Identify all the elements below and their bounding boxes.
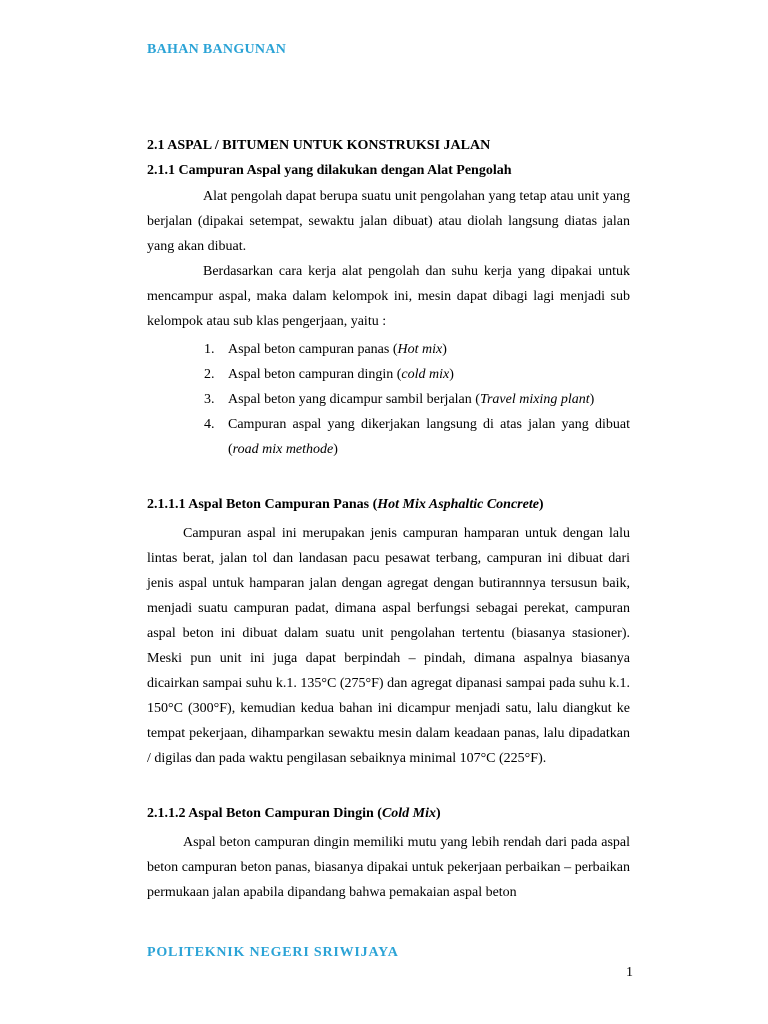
paragraph-2: Berdasarkan cara kerja alat pengolah dan suhu kerja yang dipakai untuk mencampur aspal, maka dalam kelompok ini, mesin dapat dibagi lagi menjadi sub kelompok atau sub klas pengerjaan, yaitu : [147, 264, 630, 329]
page-content [147, 136, 630, 905]
paragraph-hot-mix: Campuran aspal ini merupakan jenis campuran hamparan untuk dengan lalu lintas berat, jalan tol dan landasan pacu pesawat terbang, campuran ini dibuat dari jenis aspal untuk hamparan jalan dengan agregat dengan butirannnya tersusun baik, menjadi suatu campuran padat, dimana aspal berfungsi sebagai perekat, campuran aspal beton ini dibuat dalam suatu unit pengolahan tertentu (biasanya stasioner). Meski pun unit ini juga dapat berpindah – pindah, dimana aspalnya biasanya dicairkan sampai suhu k.1. 135°C (275°F) dan agregat dipanasi sampai pada suhu k.1. 150°C (300°F), kemudian kedua bahan ini dicampur menjadi satu, lalu diangkut ke tempat pekerjaan, dihamparkan sewaktu mesin dalam keadaan panas, lalu dipadatkan / digilas dan pada waktu pengilasan sebaiknya minimal 107°C (225°F). [147, 526, 630, 766]
list-item: 2. Aspal beton campuran dingin (cold mix) [204, 367, 454, 382]
page-number: 1 [626, 965, 633, 980]
running-footer: POLITEKNIK NEGERI SRIWIJAYA [147, 945, 399, 960]
section-heading: 2.1 ASPAL / BITUMEN UNTUK KONSTRUKSI JALAN [147, 138, 491, 153]
paragraph-1: Alat pengolah dapat berupa suatu unit pengolahan yang tetap atau unit yang berjalan (dipakai setempat, sewaktu jalan dibuat) atau diolah langsung diatas jalan yang akan dibuat. [147, 189, 630, 254]
list-item: 3. Aspal beton yang dicampur sambil berjalan (Travel mixing plant) [204, 392, 595, 407]
paragraph-cold-mix: Aspal beton campuran dingin memiliki mutu yang lebih rendah dari pada aspal beton campuran beton panas, biasanya dipakai untuk pekerjaan perbaikan – perbaikan permukaan jalan apabila dipandang bahwa pemakaian aspal beton [147, 835, 630, 900]
list-item: 1. Aspal beton campuran panas (Hot mix) [204, 342, 447, 357]
ordered-list [147, 337, 630, 462]
subsection-heading: 2.1.1 Campuran Aspal yang dilakukan dengan Alat Pengolah [147, 163, 512, 178]
list-item: 4. Campuran aspal yang dikerjakan langsung di atas jalan yang dibuat (road mix methode) [204, 417, 630, 457]
sub-heading-hot-mix: 2.1.1.1 Aspal Beton Campuran Panas (Hot Mix Asphaltic Concrete) [147, 497, 544, 512]
running-header: BAHAN BANGUNAN [147, 42, 287, 57]
sub-heading-cold-mix: 2.1.1.2 Aspal Beton Campuran Dingin (Cold Mix) [147, 806, 441, 821]
